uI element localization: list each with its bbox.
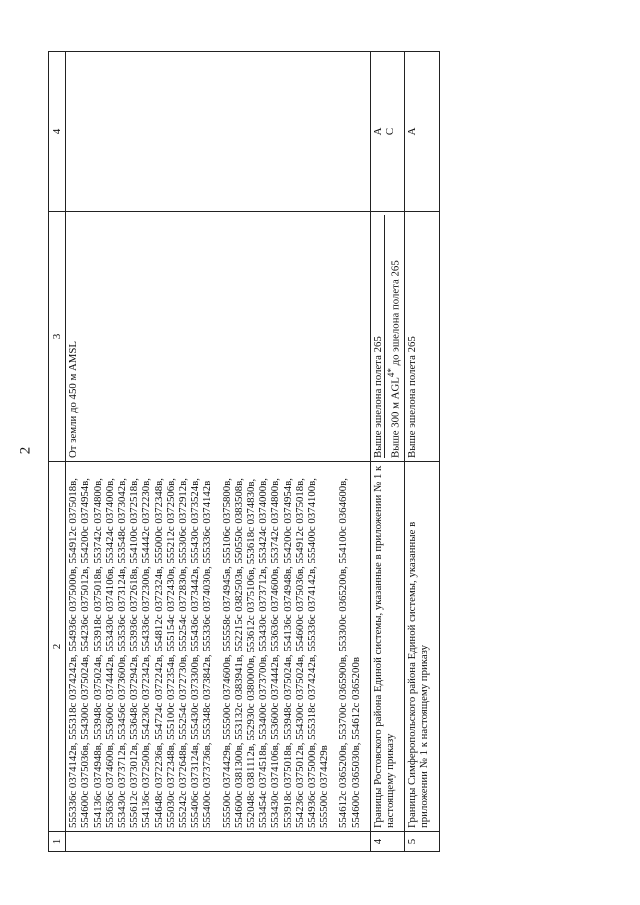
text-line: 554600с 0365030в, 554612с 0365200в xyxy=(349,657,362,828)
level-text: Выше эшелона полета 265 xyxy=(406,336,419,458)
text-line: 554136с 0374948в, 553948с 0375024в, 553918с 0375018в, 553742с 0374800в, xyxy=(91,478,104,828)
airspace-class: A xyxy=(371,127,384,136)
table-row xyxy=(66,52,371,852)
level-text: Выше 300 м $AGL^{4*}$ до эшелона полета 265 xyxy=(386,260,402,458)
col-header-2: 2 xyxy=(49,462,66,832)
boundary-cell xyxy=(370,462,404,832)
text-line: 553636с 0374600в, 553600с 0374442в, 553430с 0374106в, 553424с 0374000в, xyxy=(103,478,116,828)
coordinate-block xyxy=(67,465,213,828)
text-line: 553454с 0374518в, 553400с 0373700в, 553430с 0373712в, 553424с 0374000в, xyxy=(257,478,270,828)
text-line: 555242с 0372648в, 555254с 0372730в, 555254с 0372830в, 555306с 0372912в, xyxy=(177,478,190,828)
coordinate-block xyxy=(221,465,331,828)
text-line: 555336с 0374142в, 555318с 0374242в, 554936с 0375000в, 554912с 0375018в, xyxy=(67,478,80,828)
airspace-class: A xyxy=(406,127,419,136)
coordinate-block xyxy=(406,465,430,828)
text-line: 553430с 0374106в, 553600с 0374442в, 553636с 0374600в, 553742с 0374800в, xyxy=(269,478,282,828)
airspace-table-rotated xyxy=(48,52,618,852)
text-line: 554612с 0365200в, 553700с 0365900в, 553300с 0365200в, 554100с 0364600в, xyxy=(337,478,350,828)
levels-cell xyxy=(66,212,371,462)
row-number: 5 xyxy=(405,832,439,852)
class-cell xyxy=(370,52,404,212)
row-number: 4 xyxy=(370,832,404,852)
text-line: 553430с 0373712в, 553456с 0373600в, 553536с 0373124в, 553548с 0373042в, xyxy=(116,478,129,828)
text-line: 554936с 0375000в, 555318с 0374242в, 555336с 0374142в, 555400с 0374100в, xyxy=(306,478,319,828)
table-row xyxy=(370,52,404,852)
header-row xyxy=(49,52,66,852)
level-text: От земли до 450 м AMSL xyxy=(67,341,80,458)
text-line: 555500с 0374429в, 555500с 0374600в, 555558с 0374945в, 555106с 0375800в, xyxy=(220,478,233,828)
boundary-cell xyxy=(405,462,439,832)
text-line: 555406с 0373124в, 555430с 0373300в, 555436с 0373442в, 555430с 0373524в, xyxy=(189,478,202,828)
row-number xyxy=(66,832,371,852)
text-line: 555030с 0372348в, 555100с 0372354в, 555154с 0372430в, 555212с 0372506в, xyxy=(164,478,177,828)
levels-cell xyxy=(405,212,439,462)
class-cell xyxy=(405,52,439,212)
table-row xyxy=(405,52,439,852)
text-line: 553918с 0375018в, 553948с 0375024в, 554136с 0374948в, 554200с 0374954в, xyxy=(281,478,294,828)
text-line: Границы Симферопольского района Единой системы, указанные в приложении № 1 к настоящему приказу xyxy=(406,521,431,828)
text-line: 554600с 0375036в, 554300с 0375024в, 554236с 0375012в, 554200с 0374954в, xyxy=(79,478,92,828)
text-line: 555400с 0373736в, 555348с 0373842в, 555336с 0374030в, 555336с 0374142в xyxy=(201,480,214,828)
page-number: 2 xyxy=(17,446,34,455)
airspace-table xyxy=(48,51,440,852)
coordinate-block xyxy=(337,465,361,828)
coordinate-block xyxy=(372,465,396,828)
levels-cell xyxy=(370,212,404,462)
airspace-class: C xyxy=(384,127,397,136)
text-line: 555500с 0374429в xyxy=(318,745,331,828)
class-cell xyxy=(66,52,371,212)
col-header-1: 1 xyxy=(49,832,66,852)
col-header-4: 4 xyxy=(49,52,66,212)
text-line: 554236с 0375012в, 554300с 0375024в, 554600с 0375036в, 554912с 0375018в, xyxy=(293,478,306,828)
text-line: 554648с 0372236в, 554724с 0372242в, 554812с 0372324в, 555000с 0372348в, xyxy=(152,478,165,828)
col-header-3: 3 xyxy=(49,212,66,462)
text-line: Границы Ростовского района Единой системы, указанные в приложении № 1 к настоящему приказу xyxy=(371,465,397,828)
text-line: 555612с 0373012в, 553648с 0372942в, 553936с 0372618в, 554100с 0372518в, xyxy=(128,478,141,828)
text-line: 552048с 0381112в, 552930с 0380000в, 553612с 0375106в, 553618с 0374830в, xyxy=(245,478,258,828)
boundary-cell xyxy=(66,462,371,832)
text-line: 554600с 0381300в, 553132с 0383941в, 552215с 0382503в, 550550с 0383508в, xyxy=(232,478,245,828)
text-line: 554136с 0372500в, 554230с 0372342в, 554336с 0372300в, 554442с 0372230в, xyxy=(140,478,153,828)
level-text: Выше эшелона полета 265 xyxy=(372,215,385,458)
